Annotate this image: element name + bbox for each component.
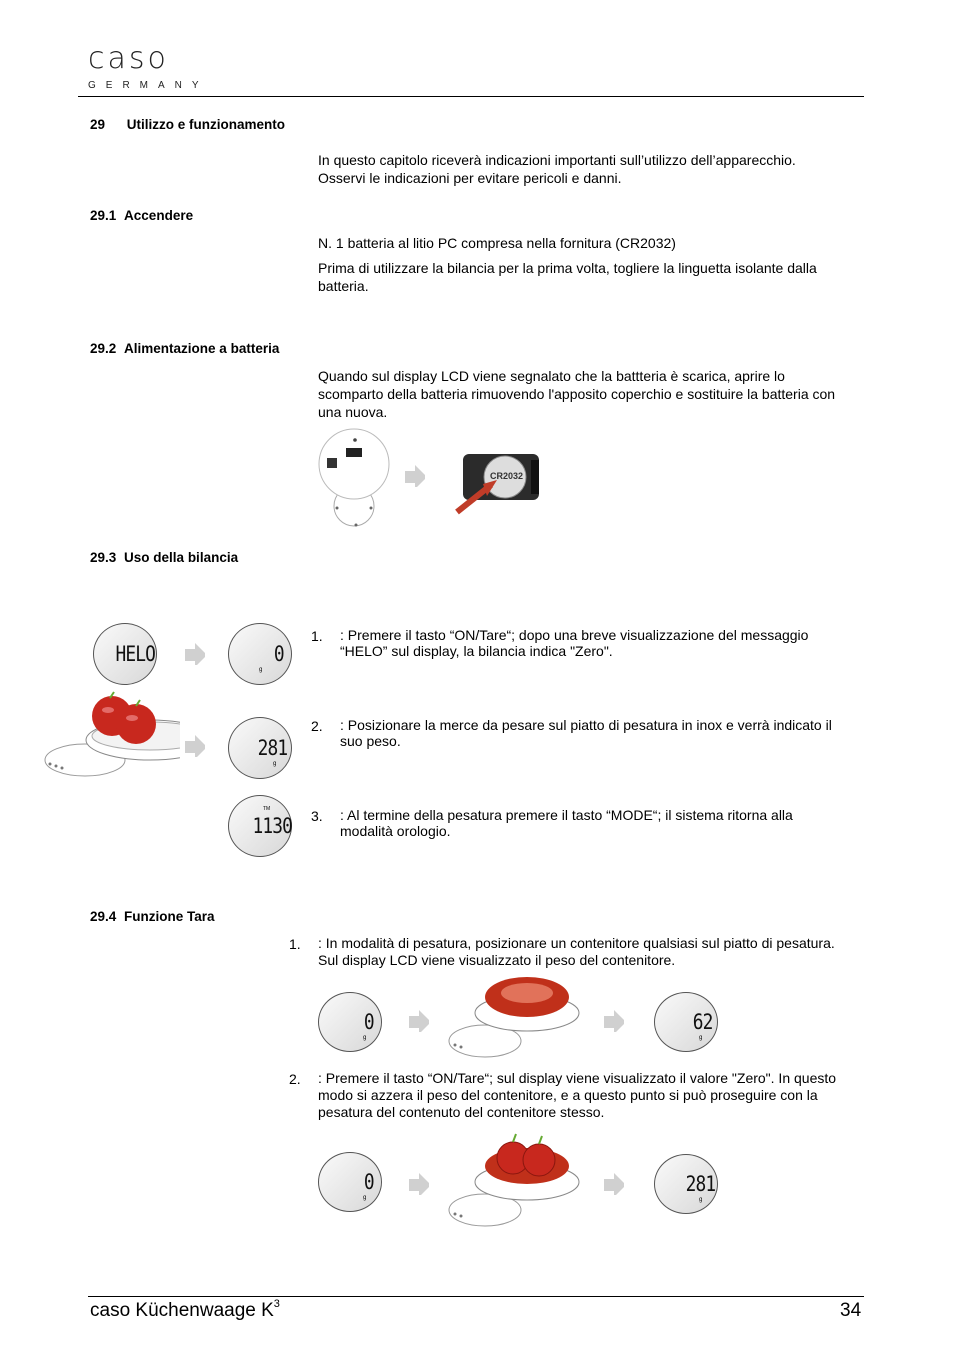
usage-step-1 <box>311 627 808 659</box>
step-line-3: pesatura del contenuto del contenitore stesso. <box>318 1104 605 1120</box>
battery-compartment-illustration <box>453 450 543 516</box>
arrow-right-icon <box>409 1010 429 1032</box>
step-number: 2. <box>289 1071 301 1087</box>
footer-title <box>90 1300 280 1322</box>
p1-line-3: una nuova. <box>318 404 388 420</box>
tare-step-1 <box>289 935 835 969</box>
arrow-right-icon <box>409 1173 429 1195</box>
section-title: Alimentazione a batteria <box>124 341 280 356</box>
lcd-display-weight <box>228 717 292 779</box>
step-line-2: suo peso. <box>340 733 401 749</box>
intro-line-2: Osservi le indicazioni per evitare pericoli e danni. <box>318 170 622 186</box>
step-number: 3. <box>311 808 323 824</box>
scale-with-bowl-illustration <box>445 975 580 1061</box>
p1-line-1: Quando sul display LCD viene segnalato che la battteria è scarica, aprire lo <box>318 368 785 384</box>
footer-superscript: 3 <box>273 1298 280 1310</box>
scale-back-illustration <box>316 428 396 528</box>
unit-label: g <box>363 1195 367 1201</box>
section-title: Utilizzo e funzionamento <box>126 117 286 132</box>
p2-line-1: Prima di utilizzare la bilancia per la prima volta, togliere la linguetta isolante dalla <box>318 260 817 276</box>
arrow-right-icon <box>185 735 205 757</box>
lcd-display-helo <box>93 623 157 685</box>
section-title: Uso della bilancia <box>124 550 239 565</box>
step-line-2: “HELO” sul display, la bilancia indica "Zero". <box>340 643 613 659</box>
display-value: 281 <box>685 1172 716 1196</box>
display-value: 1130 <box>252 814 293 838</box>
battery-label: CR2032 <box>490 471 524 481</box>
usage-step-2 <box>311 717 832 749</box>
lcd-display-zero <box>228 623 292 685</box>
step-line-1: : Posizionare la merce da pesare sul piatto di pesatura in inox e verrà indicato il <box>340 717 832 733</box>
p2-line-2: batteria. <box>318 278 369 294</box>
usage-step-3 <box>311 807 793 839</box>
lcd-display-container-weight <box>654 992 718 1052</box>
footer-title-text: caso Küchenwaage K <box>90 1300 274 1321</box>
section-number: 29.2 <box>90 341 117 356</box>
step-number: 2. <box>311 718 323 734</box>
step-line-2: modo si azzera il peso del contenitore, e a questo punto si può proseguire con la <box>318 1087 818 1103</box>
section-29-2-text <box>318 367 835 421</box>
section-29-intro <box>318 151 796 187</box>
section-number: 29 <box>90 117 106 132</box>
unit-label: g <box>363 1035 367 1041</box>
step-line-1: : Premere il tasto “ON/Tare“; dopo una breve visualizzazione del messaggio <box>340 627 809 643</box>
unit-label: g <box>699 1197 703 1203</box>
unit-label: g <box>699 1035 703 1041</box>
step-line-2: modalità orologio. <box>340 823 451 839</box>
header-rule <box>78 96 864 97</box>
logo-subtext: GERMANY <box>88 80 209 91</box>
arrow-right-icon <box>604 1173 624 1195</box>
step-line-2: Sul display LCD viene visualizzato il peso del contenitore. <box>318 952 676 968</box>
step-number: 1. <box>311 628 323 644</box>
display-value: HELO <box>115 642 156 666</box>
section-29-1-p2 <box>318 259 817 295</box>
section-title: Accendere <box>124 208 194 223</box>
caso-logo <box>88 41 209 96</box>
scale-with-bowl-tomatoes-illustration <box>445 1130 580 1230</box>
section-title: Funzione Tara <box>124 909 215 924</box>
display-value: 0 <box>273 642 284 666</box>
lcd-display-zero <box>318 1152 382 1212</box>
lcd-display-weight <box>654 1154 718 1214</box>
page-number: 34 <box>840 1300 862 1321</box>
section-29-3-heading <box>90 550 238 565</box>
arrow-right-icon <box>185 643 205 665</box>
tm-label: TM <box>263 806 271 812</box>
unit-label: g <box>259 667 263 673</box>
unit-label: g <box>273 761 277 767</box>
display-value: 0 <box>363 1010 374 1034</box>
display-value: 281 <box>257 736 288 760</box>
lcd-display-clock <box>228 795 292 857</box>
step-line-1: : In modalità di pesatura, posizionare un contenitore qualsiasi sul piatto di pesatura. <box>318 935 835 951</box>
logo-text: caso <box>88 41 169 76</box>
section-29-1-p1: N. 1 batteria al litio PC compresa nella fornitura (CR2032) <box>318 235 676 251</box>
lcd-display-zero <box>318 992 382 1052</box>
section-29-1-heading <box>90 208 193 223</box>
section-29-heading <box>90 117 285 132</box>
step-line-1: : Premere il tasto “ON/Tare“; sul display viene visualizzato il valore "Zero". In questo <box>318 1070 837 1086</box>
step-number: 1. <box>289 936 301 952</box>
section-29-4-heading <box>90 909 215 924</box>
arrow-right-icon <box>405 465 425 487</box>
step-line-1: : Al termine della pesatura premere il tasto “MODE“; il sistema ritorna alla <box>340 807 793 823</box>
scale-with-tomatoes-illustration <box>40 690 180 786</box>
intro-line-1: In questo capitolo riceverà indicazioni importanti sull’utilizzo dell’apparecchio. <box>318 152 796 168</box>
display-value: 0 <box>363 1170 374 1194</box>
section-number: 29.1 <box>90 208 117 223</box>
arrow-right-icon <box>604 1010 624 1032</box>
section-number: 29.4 <box>90 909 117 924</box>
section-29-2-heading <box>90 341 279 356</box>
tare-step-2 <box>289 1070 836 1121</box>
p1-line-2: scomparto della batteria rimuovendo l'apposito coperchio e sostituire la batteria con <box>318 386 836 402</box>
display-value: 62 <box>692 1010 713 1034</box>
footer-rule <box>88 1296 864 1297</box>
section-number: 29.3 <box>90 550 117 565</box>
